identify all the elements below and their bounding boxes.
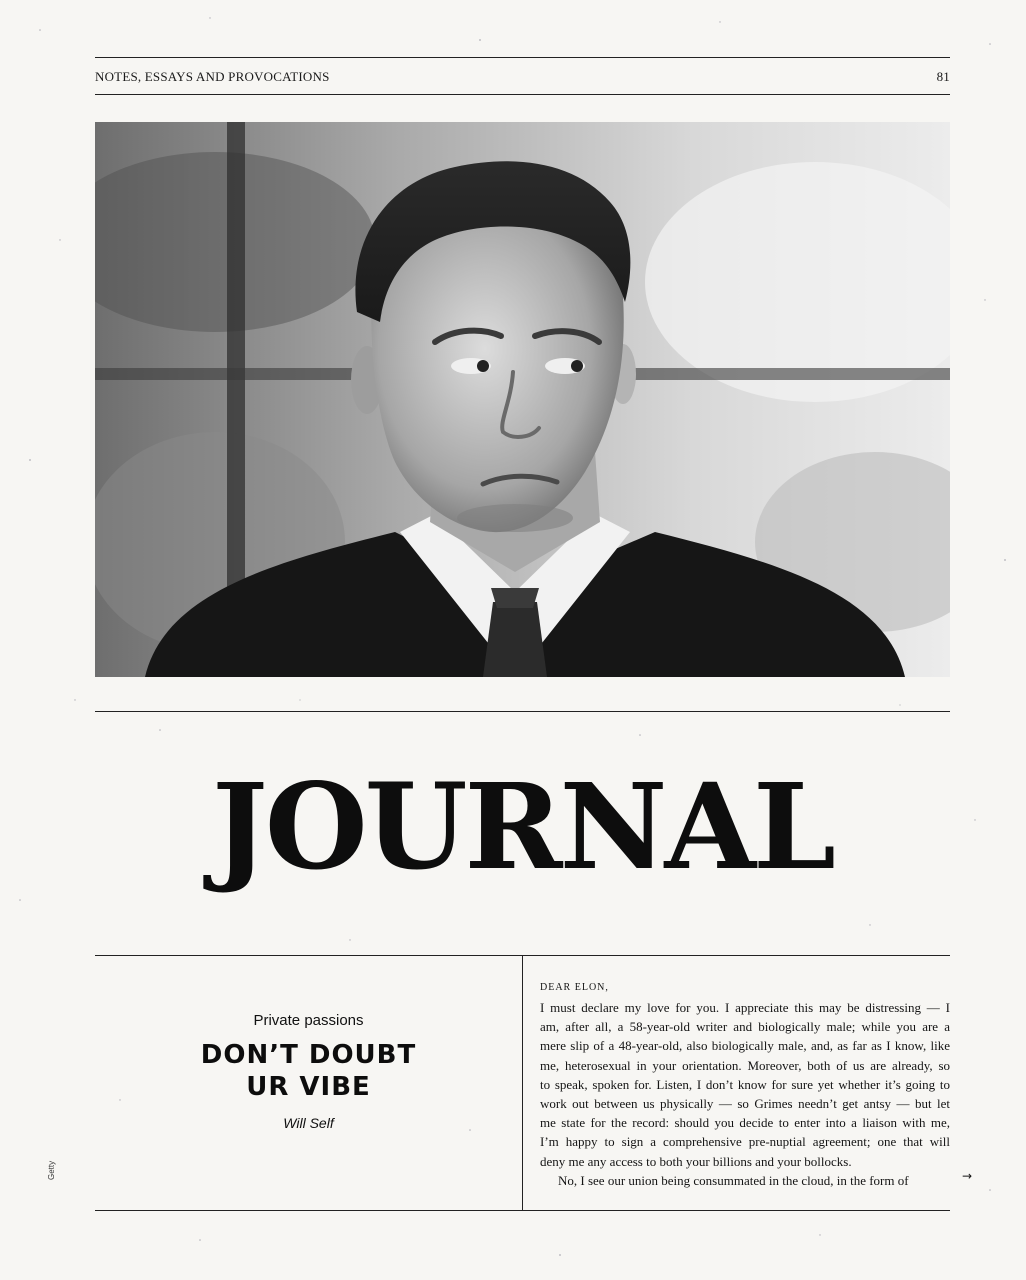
feature-kicker: Private passions (253, 1012, 364, 1029)
photo-credit: Getty (47, 1160, 56, 1180)
letter-salutation: DEAR ELON, (540, 982, 609, 993)
feature-headline (95, 1039, 522, 1103)
portrait-photo (95, 122, 950, 677)
headline-line-2: UR VIBE (246, 1072, 371, 1102)
header-bottom-rule (95, 94, 950, 95)
column-divider (522, 956, 523, 1210)
letter-line: me, heterosexual in your orientation. Moreover, both of us are already, so (540, 1057, 950, 1073)
content-bottom-rule (95, 1210, 950, 1211)
masthead-top-rule (95, 711, 950, 712)
letter-line: me state for the record: should you decide to enter into a liaison with me, (540, 1115, 950, 1131)
header-top-rule (95, 57, 950, 58)
headline-line-1: DON’T DOUBT (200, 1040, 417, 1070)
letter-line-indented: No, I see our union being consummated in the cloud, in the form of (558, 1172, 909, 1188)
letter-column (540, 982, 950, 1190)
letter-line: am, after all, a 58-year-old writer and biologically male; while you are a (540, 1019, 950, 1035)
feature-block (95, 1012, 522, 1131)
letter-line: I must declare my love for you. I appreciate this may be distressing — I (540, 1000, 950, 1015)
running-header (95, 68, 950, 86)
journal-masthead: JOURNAL (212, 757, 833, 896)
letter-line: to speak, spoken for. Listen, I don’t know for sure yet whether it’s going to (540, 1076, 950, 1092)
section-title: NOTES, ESSAYS AND PROVOCATIONS (95, 69, 330, 84)
page-number: 81 (936, 69, 950, 84)
letter-line: work out between us physically — so Grimes needn’t get antsy — but let (540, 1096, 950, 1112)
letter-line: I’m happy to sign a comprehensive pre-nuptial agreement; one that will (540, 1134, 950, 1150)
letter-line: mere slip of a 48-year-old, also biologically male, and, as far as I know, like (540, 1038, 950, 1054)
letter-line: deny me any access to both your billions and your bollocks. (540, 1153, 852, 1169)
feature-byline: Will Self (283, 1115, 334, 1131)
continue-arrow-icon: → (962, 1169, 973, 1183)
